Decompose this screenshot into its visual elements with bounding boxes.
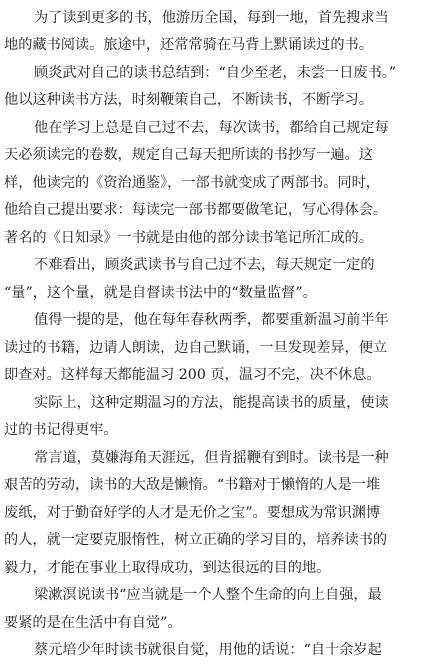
text-line: 天必须读完的卷数，规定自己每天把所读的书抄写一遍。这: [4, 147, 373, 163]
text-line: 废纸，对于勤奋好学的人才是无价之宝”。要想成为常识渊博: [4, 505, 381, 521]
text-line: 不难看出，顾炎武读书与自己过不去，每天规定一定的: [34, 257, 375, 273]
text-line: 著名的《日知录》一书就是由他的部分读书笔记所汇成的。: [4, 230, 373, 246]
text-line: 艰苦的劳动，读书的大敌是懒惰。“书籍对于懒惰的人是一堆: [4, 477, 381, 493]
text-line: 样，他读完的《资治通鉴》，一部书就变成了两部书。同时，: [4, 175, 380, 191]
text-line: 要紧的是在生活中有自觉”。: [4, 615, 182, 631]
text-line: 他以这种读书方法，时刻鞭策自己，不断读书，不断学习。: [4, 92, 373, 108]
text-line: 他在学习上总是自己过不去，每次读书，都给自己规定每: [34, 120, 389, 136]
text-line: 蔡元培少年时读书就很自觉，用他的话说：“自十余岁起: [34, 642, 382, 658]
text-line: 过的书记得更牢。: [4, 422, 118, 438]
text-line: 毅力，才能在事业上取得成功，到达很远的目的地。: [4, 560, 331, 576]
text-line: 地的藏书阅读。旅途中，还常常骑在马背上默诵读过的书。: [4, 37, 373, 53]
text-line: “量”，这个量，就是自督读书法中的“数量监督”。: [4, 285, 317, 301]
text-line: 他给自己提出要求：每读完一部书都要做笔记，写心得体会。: [4, 202, 388, 218]
text-line: 顾炎武对自己的读书总结到：“自少至老，未尝一日废书。”: [34, 65, 397, 81]
text-line: 实际上，这种定期温习的方法，能提高读书的质量，使读: [34, 395, 389, 411]
text-line: 梁漱溟说读书“应当就是一个人整个生命的向上自强，最: [34, 587, 382, 603]
text-line: 读过的书籍，边请人朗读，边自己默诵，一旦发现差异，便立: [4, 340, 388, 356]
text-line: 值得一提的是，他在每年春秋两季，都要重新温习前半年: [34, 312, 389, 328]
text-line: 的人，就一定要克服惰性，树立正确的学习目的，培养读书的: [4, 532, 388, 548]
text-line: 为了读到更多的书，他游历全国，每到一地，首先搜求当: [34, 10, 389, 26]
text-line: 常言道，莫嫌海角天涯远，但肯摇鞭有到时。读书是一种: [34, 450, 389, 466]
text-line: 即查对。这样每天都能温习 200 页，温习不完，决不休息。: [4, 367, 381, 383]
